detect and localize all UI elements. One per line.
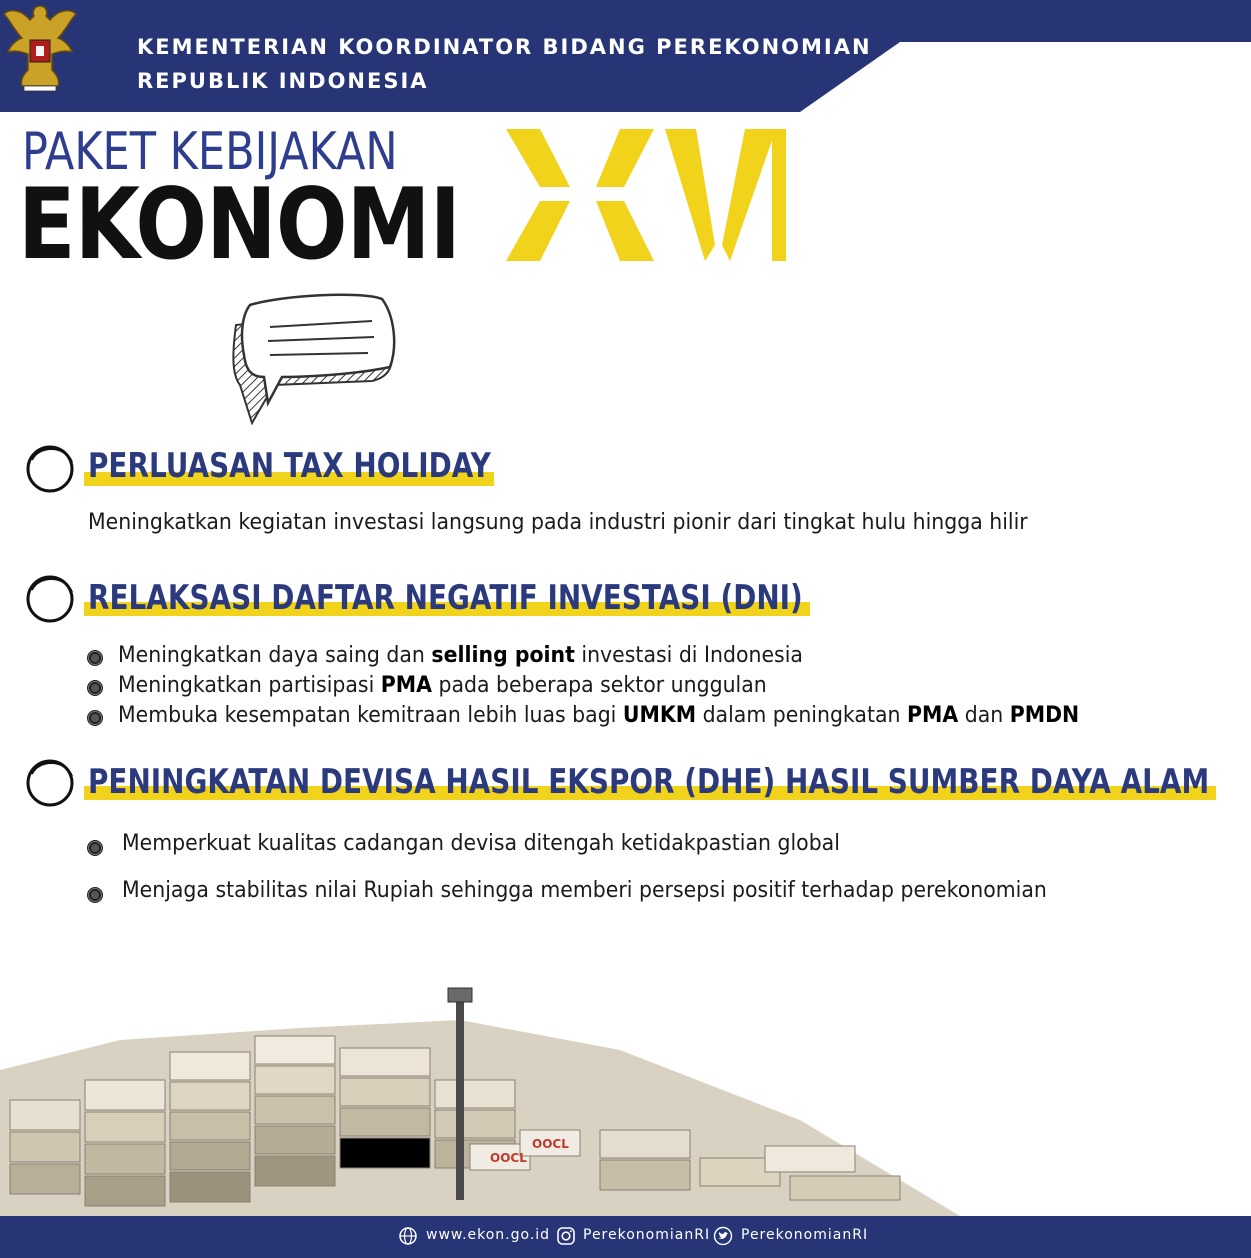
twitter-icon (713, 1226, 733, 1246)
svg-text:OOCL: OOCL (532, 1137, 569, 1151)
garuda-emblem-icon (0, 0, 80, 92)
globe-icon (398, 1226, 418, 1246)
speech-bubble-icon (222, 285, 402, 425)
section1-description: Meningkatkan kegiatan investasi langsung pada industri pionir dari tingkat hulu hingga hilir (88, 510, 1028, 535)
instagram-icon (556, 1226, 576, 1246)
country-name: REPUBLIK INDONESIA (137, 69, 429, 93)
section2-bullet-1: Meningkatkan daya saing dan selling point investasi di Indonesia (118, 643, 803, 668)
ministry-name: KEMENTERIAN KOORDINATOR BIDANG PEREKONOMIAN (137, 35, 872, 59)
footer-bar (0, 1216, 1251, 1258)
bullet-icon (87, 840, 103, 856)
section2-bullet-2: Meningkatkan partisipasi PMA pada beberapa sektor unggulan (118, 673, 767, 698)
section3-circle-icon (24, 756, 76, 808)
bullet-icon (87, 650, 103, 666)
container-port-image (0, 980, 960, 1220)
bullet-icon (87, 710, 103, 726)
section3-bullet-1: Memperkuat kualitas cadangan devisa ditengah ketidakpastian global (122, 831, 840, 856)
footer-instagram-link[interactable]: PerekonomianRI (583, 1227, 711, 1243)
footer-twitter-link[interactable]: PerekonomianRI (741, 1227, 869, 1243)
bullet-icon (87, 887, 103, 903)
section1-title: PERLUASAN TAX HOLIDAY (88, 446, 491, 486)
section3-title: PENINGKATAN DEVISA HASIL EKSPOR (DHE) HASIL SUMBER DAYA ALAM (88, 762, 1210, 802)
title-line1: PAKET KEBIJAKAN (22, 122, 398, 182)
section1-circle-icon (24, 442, 76, 494)
svg-text:OOCL: OOCL (490, 1151, 527, 1165)
section2-title: RELAKSASI DAFTAR NEGATIF INVESTASI (DNI) (88, 578, 803, 618)
section3-bullet-2: Menjaga stabilitas nilai Rupiah sehingga memberi persepsi positif terhadap perekonomian (122, 878, 1047, 903)
section2-bullet-3: Membuka kesempatan kemitraan lebih luas bagi UMKM dalam peningkatan PMA dan PMDN (118, 703, 1080, 728)
section2-circle-icon (24, 572, 76, 624)
header-text (137, 30, 872, 98)
title-line2: EKONOMI (18, 168, 461, 282)
footer-website-link[interactable]: www.ekon.go.id (426, 1227, 551, 1243)
title-numeral (500, 125, 800, 265)
header-banner (0, 0, 1251, 112)
title-numeral-text: XVI (500, 125, 502, 126)
bullet-icon (87, 680, 103, 696)
